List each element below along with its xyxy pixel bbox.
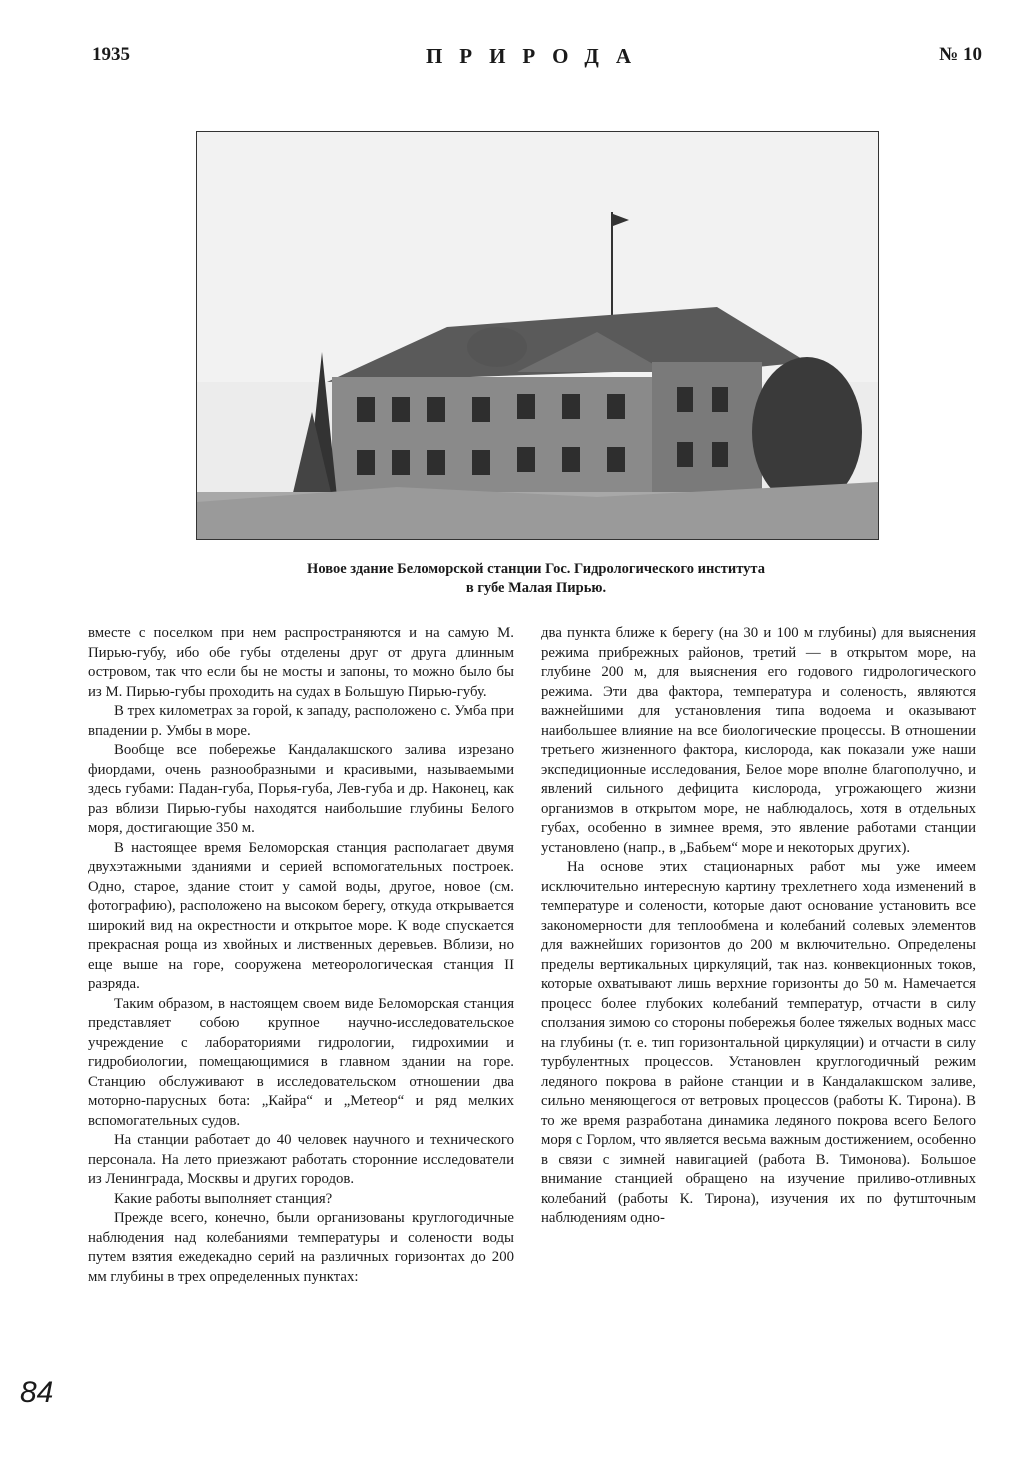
header-issue-number: № 10 [939,44,982,65]
photo-caption [160,560,912,598]
header-year: 1935 [92,44,130,65]
running-header [92,44,982,70]
paragraph: В трех километрах за горой, к западу, расположено с. Умба при впадении р. Умбы в море. [88,703,514,739]
paragraph: два пункта ближе к берегу (на 30 и 100 м глубины) для выяснения режима прибрежных районов, третий — в открытом море, на глубине 200 м, для выяснения его годового гидрологического режима. Эти два фактора, температура и соленость, являются важнейшими для установления типа водоема и оказывают наибольшее влияние на все биологические процессы. В отношении третьего жизненного фактора, кислорода, как показали уже наши экспедиционные исследования, Белое море вполне благополучно, и явлений сильного дефицита кислорода, угрожающего жизни организмов в открытом море, не наблюдалось, хотя в отдельных губах, особенно в зимнее время, это явление работами станции установлено (напр., в „Бабьем“ море и некоторых других). [541,625,976,856]
building-photo [196,131,879,540]
page-number: 84 [20,1376,54,1409]
right-text-column [541,624,976,1229]
caption-line-2: в губе Малая Пирью. [465,580,607,596]
paragraph: вместе с поселком при нем распространяются и на самую М. Пирью-губу, ибо обе губы отделены друг от друга длинным островом, так что если бы не мосты и запоны, то можно было бы из М. Пирью-губы проходить на судах в Большую Пирью-губу. [88,625,514,700]
paragraph: Вообще все побережье Кандалакшского залива изрезано фиордами, очень разнообразными и красивыми, называемыми здесь губами: Падан-губа, Порья-губа, Лев-губа и др. Наконец, как раз вблизи Пирью-губы находятся наибольшие глубины Белого моря, достигающие 350 м. [88,742,514,836]
paragraph: Какие работы выполняет станция? [114,1190,333,1207]
caption-line-1: Новое здание Беломорской станции Гос. Гидрологического института [307,561,765,577]
paragraph: Таким образом, в настоящем своем виде Беломорская станция представляет собою крупное научно-исследовательское учреждение с лабораториями гидрологии, гидрохимии и гидробиологии, помещающимися в главном здании на горе. Станцию обслуживают в исследовательском отношении два моторно-парусных бота: „Кайра“ и „Метеор“ и ряд мелких вспомогательных судов. [88,995,514,1129]
paragraph: В настоящее время Беломорская станция располагает двумя двухэтажными зданиями и серией вспомогательных построек. Одно, старое, здание стоит у самой воды, другое, новое (см. фотографию), расположено на высоком берегу, откуда открывается широкий вид на окрестности и открытое море. К воде спускается прекрасная роща из хвойных и лиственных деревьев. Вблизи, но еще выше на горе, сооружена метеорологическая станция II разряда. [88,839,514,992]
header-journal-title: ПРИРОДА [425,44,649,68]
paragraph: На станции работает до 40 человек научного и технического персонала. На лето приезжают работать сторонние исследователи из Ленинграда, Москвы и других городов. [88,1132,514,1187]
paragraph: На основе этих стационарных работ мы уже имеем исключительно интересную картину трехлетнего хода изменений в температуре и солености, которые дают основание установить все закономерности для теплообмена и колебаний солевых элементов для важнейших горизонтов до 200 м включительно. Определены пределы вертикальных циркуляций, так наз. конвекционных токов, которые охватывают лишь верхние горизонты до 50 м. Намечается процесс более глубоких колебаний температур, отчасти в силу сползания зимою со стороны побережья более тяжелых водных масс на глубины (т. е. тип горизонтальной циркуляции) и отчасти в силу турбулентных процессов. Установлен круглогодичный режим ледяного покрова в районе станции и в Кандалакшском заливе, сильно меняющегося от ветровых процессов (работы К. Тирона). В то же время разработана динамика ледяного покрова всего Белого моря с Горлом, что является весьма важным достижением, особенно в связи с зимней навигацией (работа В. Тимонова). Большое внимание станцией обращено на изучение приливо-отливных колебаний (работы К. Тирона), изучения их по футшточным наблюдениям одно- [541,859,976,1226]
paragraph: Прежде всего, конечно, были организованы круглогодичные наблюдения над колебаниями температуры и солености воды путем взятия ежедекадно серий на различных горизонтах до 200 мм глубины в трех определенных пунктах: [88,1210,514,1285]
building-photo-illustration [197,132,878,539]
left-text-column [88,624,514,1287]
